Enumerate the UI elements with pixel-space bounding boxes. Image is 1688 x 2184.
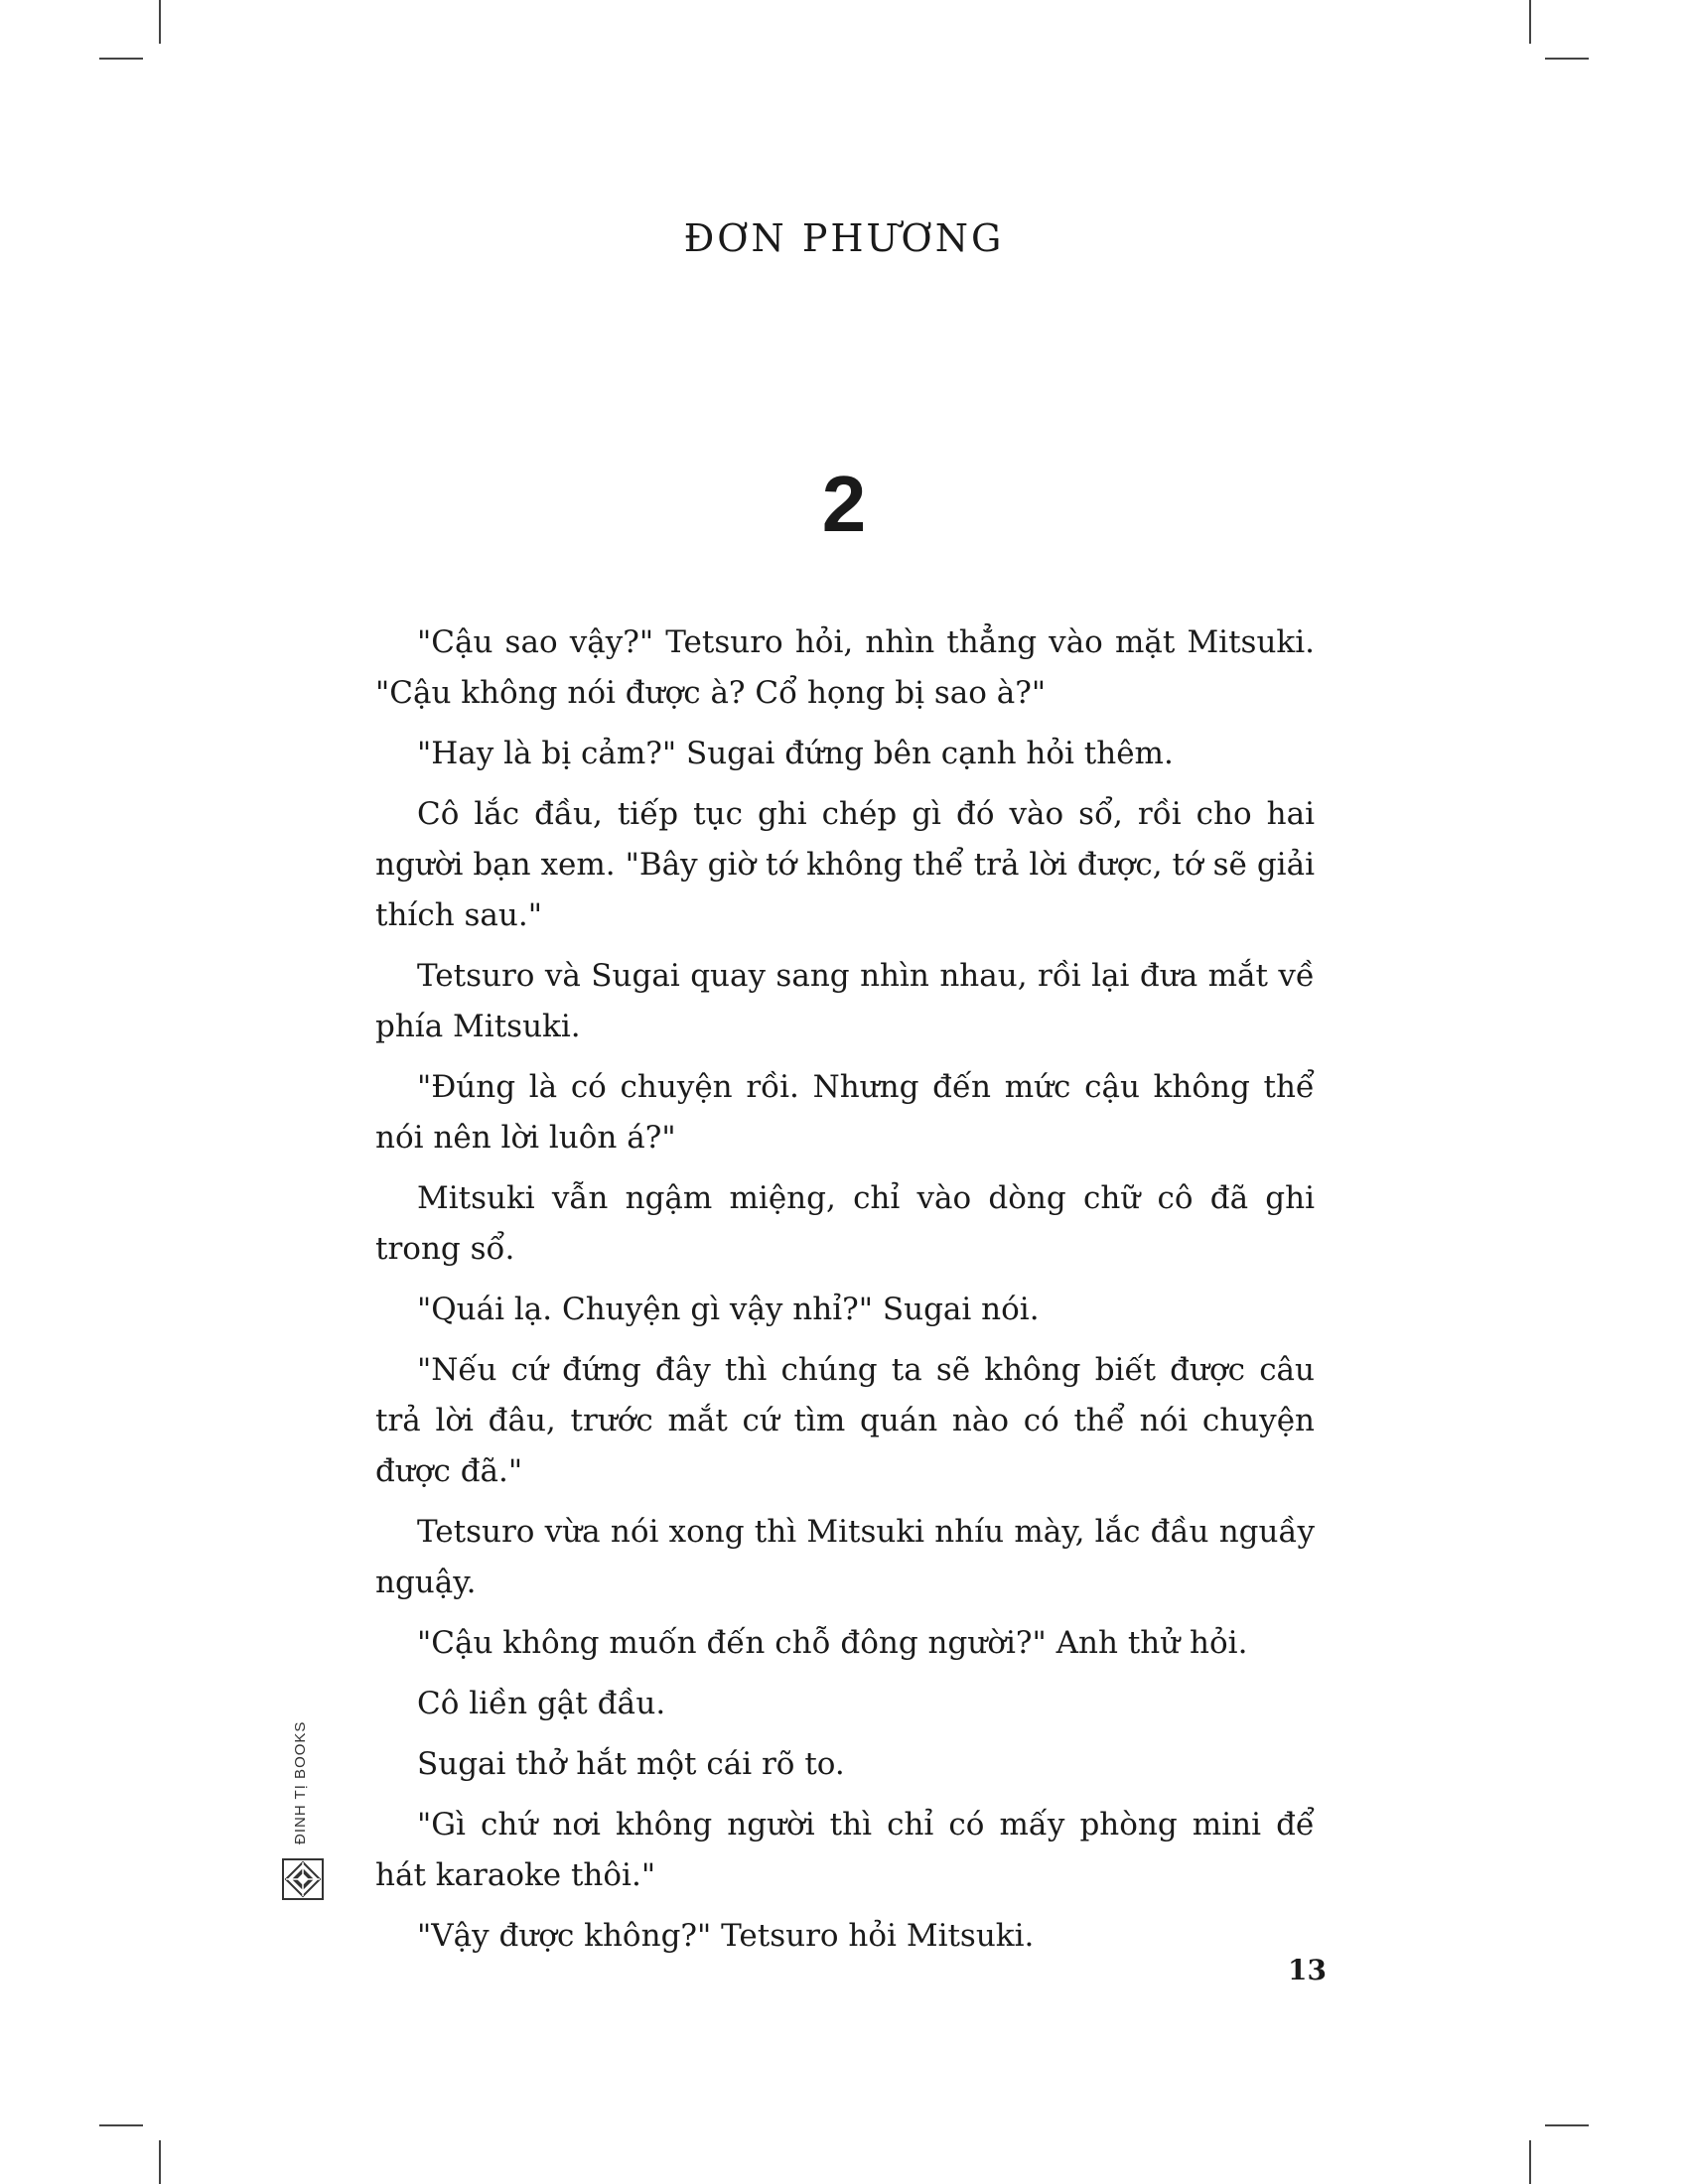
- crop-mark-top-right-horizontal: [1545, 58, 1589, 60]
- paragraph: Tetsuro vừa nói xong thì Mitsuki nhíu mày, lắc đầu nguầy nguậy.: [375, 1514, 1315, 1600]
- crop-mark-bottom-left-horizontal: [99, 2124, 143, 2126]
- running-title: ĐƠN PHƯƠNG: [683, 216, 1005, 260]
- paragraph: "Gì chứ nơi không người thì chỉ có mấy phòng mini để hát karaoke thôi.": [375, 1807, 1315, 1893]
- paragraph: "Cậu không muốn đến chỗ đông người?" Anh thử hỏi.: [417, 1625, 1248, 1661]
- paragraph: "Cậu sao vậy?" Tetsuro hỏi, nhìn thẳng vào mặt Mitsuki. "Cậu không nói được à? Cổ họng bị sao à?": [375, 624, 1315, 711]
- paragraph: Cô lắc đầu, tiếp tục ghi chép gì đó vào sổ, rồi cho hai người bạn xem. "Bây giờ tớ không thể trả lời được, tớ sẽ giải thích sau.": [375, 796, 1315, 933]
- paragraph: "Hay là bị cảm?" Sugai đứng bên cạnh hỏi thêm.: [417, 736, 1174, 771]
- crop-mark-top-left-horizontal: [99, 58, 143, 60]
- chapter-number: 2: [821, 460, 867, 548]
- paragraph: "Vậy được không?" Tetsuro hỏi Mitsuki.: [417, 1918, 1035, 1954]
- paragraph: Sugai thở hắt một cái rõ to.: [417, 1746, 845, 1782]
- chapter-body: [375, 617, 1315, 1972]
- page-number: 13: [1288, 1954, 1327, 1986]
- crop-mark-bottom-left-vertical: [159, 2140, 161, 2184]
- crop-mark-bottom-right-horizontal: [1545, 2124, 1589, 2126]
- publisher-name: ĐINH TỊ BOOKS: [292, 1720, 309, 1844]
- crop-mark-bottom-right-vertical: [1529, 2140, 1531, 2184]
- crop-mark-top-right-vertical: [1529, 0, 1531, 44]
- paragraph: "Đúng là có chuyện rồi. Nhưng đến mức cậu không thể nói nên lời luôn á?": [375, 1069, 1315, 1156]
- diamond-lattice-logo-icon: [282, 1858, 324, 1900]
- paragraph: "Nếu cứ đứng đây thì chúng ta sẽ không biết được câu trả lời đâu, trước mắt cứ tìm quán nào có thể nói chuyện được đã.": [375, 1352, 1315, 1489]
- paragraph: "Quái lạ. Chuyện gì vậy nhỉ?" Sugai nói.: [417, 1292, 1040, 1327]
- paragraph: Tetsuro và Sugai quay sang nhìn nhau, rồi lại đưa mắt về phía Mitsuki.: [375, 958, 1315, 1044]
- paragraph: Mitsuki vẫn ngậm miệng, chỉ vào dòng chữ cô đã ghi trong sổ.: [375, 1180, 1315, 1267]
- publisher-imprint: [280, 1720, 328, 1906]
- crop-mark-top-left-vertical: [159, 0, 161, 44]
- paragraph: Cô liền gật đầu.: [417, 1686, 666, 1721]
